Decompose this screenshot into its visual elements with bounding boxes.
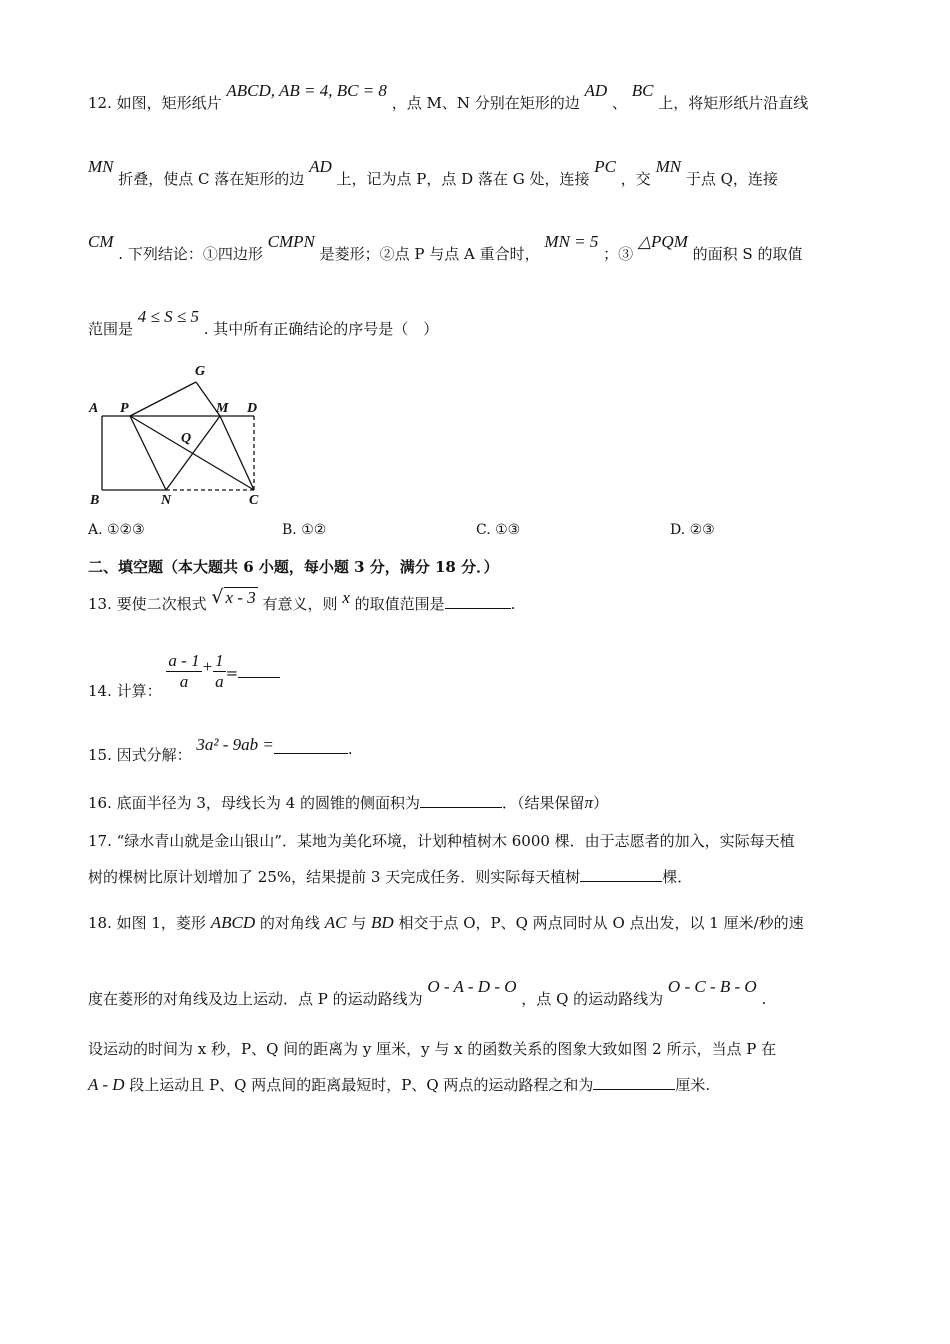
label-d: D xyxy=(247,401,258,416)
q14-answer-blank[interactable] xyxy=(238,663,280,678)
label-g: G xyxy=(195,364,206,379)
q12-line-2: MN 折叠，使点 C 落在矩形的边 AD 上，记为点 P，点 D 落在 G 处，连接 PC ，交 MN 于点 Q，连接 xyxy=(88,157,778,188)
q15-answer-blank[interactable] xyxy=(274,739,348,754)
q18-line-3: 设运动的时间为 x 秒，P、Q 间的距离为 y 厘米，y 与 x 的函数关系的图象大致如图 2 所示，当点 P 在 xyxy=(88,1040,777,1058)
label-n: N xyxy=(161,493,172,508)
option-d[interactable]: D. ②③ xyxy=(670,522,715,538)
q12-figure xyxy=(86,360,276,510)
q13-answer-blank[interactable] xyxy=(445,594,511,609)
label-c: C xyxy=(249,493,259,508)
option-a[interactable]: A. ①②③ xyxy=(88,522,145,538)
q15: 15. 因式分解： 3a² - 9ab = . xyxy=(88,735,353,764)
edge-pg xyxy=(130,382,196,416)
path-q: O - C - B - O xyxy=(667,977,757,996)
q17-line-2: 树的棵树比原计划增加了 25%，结果提前 3 天完成任务．则实际每天植树 棵． xyxy=(88,868,693,886)
label-p: P xyxy=(120,401,129,416)
option-b[interactable]: B. ①② xyxy=(282,522,327,538)
label-m: M xyxy=(216,401,229,416)
q16-answer-blank[interactable] xyxy=(420,793,502,808)
q18-line-1: 18. 如图 1，菱形 ABCD 的对角线 AC 与 BD 相交于点 O，P、Q 两点同时从 O 点出发，以 1 厘米/秒的速 xyxy=(88,913,804,932)
q13: 13. 要使二次根式 √ x - 3 有意义，则 x 的取值范围是 . xyxy=(88,586,516,613)
q14: 14. 计算： $\frac{a - 1}{a}$ + $\frac{1}{a}$ = xyxy=(88,645,280,686)
q18-line-4: A - D 段上运动且 P、Q 两点间的距离最短时，P、Q 两点的运动路程之和为 厘米. xyxy=(88,1075,711,1094)
q17-line-1: 17. “绿水青山就是金山银山”．某地为美化环境，计划种植树木 6000 棵．由于志愿者的加入，实际每天植 xyxy=(88,832,795,850)
q12-line-4: 范围是 4 ≤ S ≤ 5 . 其中所有正确结论的序号是（ ） xyxy=(88,307,439,338)
q12-line-3: CM . 下列结论：①四边形 CMPN 是菱形；②点 P 与点 A 重合时， MN = 5 ；③ △PQM 的面积 S 的取值 xyxy=(88,232,803,263)
label-a: A xyxy=(89,401,99,416)
q17-answer-blank[interactable] xyxy=(580,867,662,882)
q12-line-1: 12. 如图，矩形纸片 ABCD, AB = 4, BC = 8 ，点 M、N 分别在矩形的边 AD 、 BC 上，将矩形纸片沿直线 xyxy=(88,81,809,112)
label-b: B xyxy=(90,493,100,508)
path-p: O - A - D - O xyxy=(427,977,517,996)
q18-line-2: 度在菱形的对角线及边上运动．点 P 的运动路线为 O - A - D - O ，点 Q 的运动路线为 O - C - B - O . xyxy=(88,977,767,1008)
q16: 16. 底面半径为 3，母线长为 4 的圆锥的侧面积为 ．（结果保留π） xyxy=(88,793,609,812)
edge-nm xyxy=(166,416,220,490)
edge-mc xyxy=(220,416,254,490)
radical-sign: √ xyxy=(211,586,224,608)
option-c[interactable]: C. ①③ xyxy=(476,522,521,538)
q18-answer-blank[interactable] xyxy=(593,1075,675,1090)
label-q: Q xyxy=(181,431,192,446)
section-2-heading: 二、填空题（本大题共 6 小题，每小题 3 分，满分 18 分．） xyxy=(88,558,499,576)
math-abcd: ABCD, AB = 4, BC = 8 xyxy=(226,81,387,100)
